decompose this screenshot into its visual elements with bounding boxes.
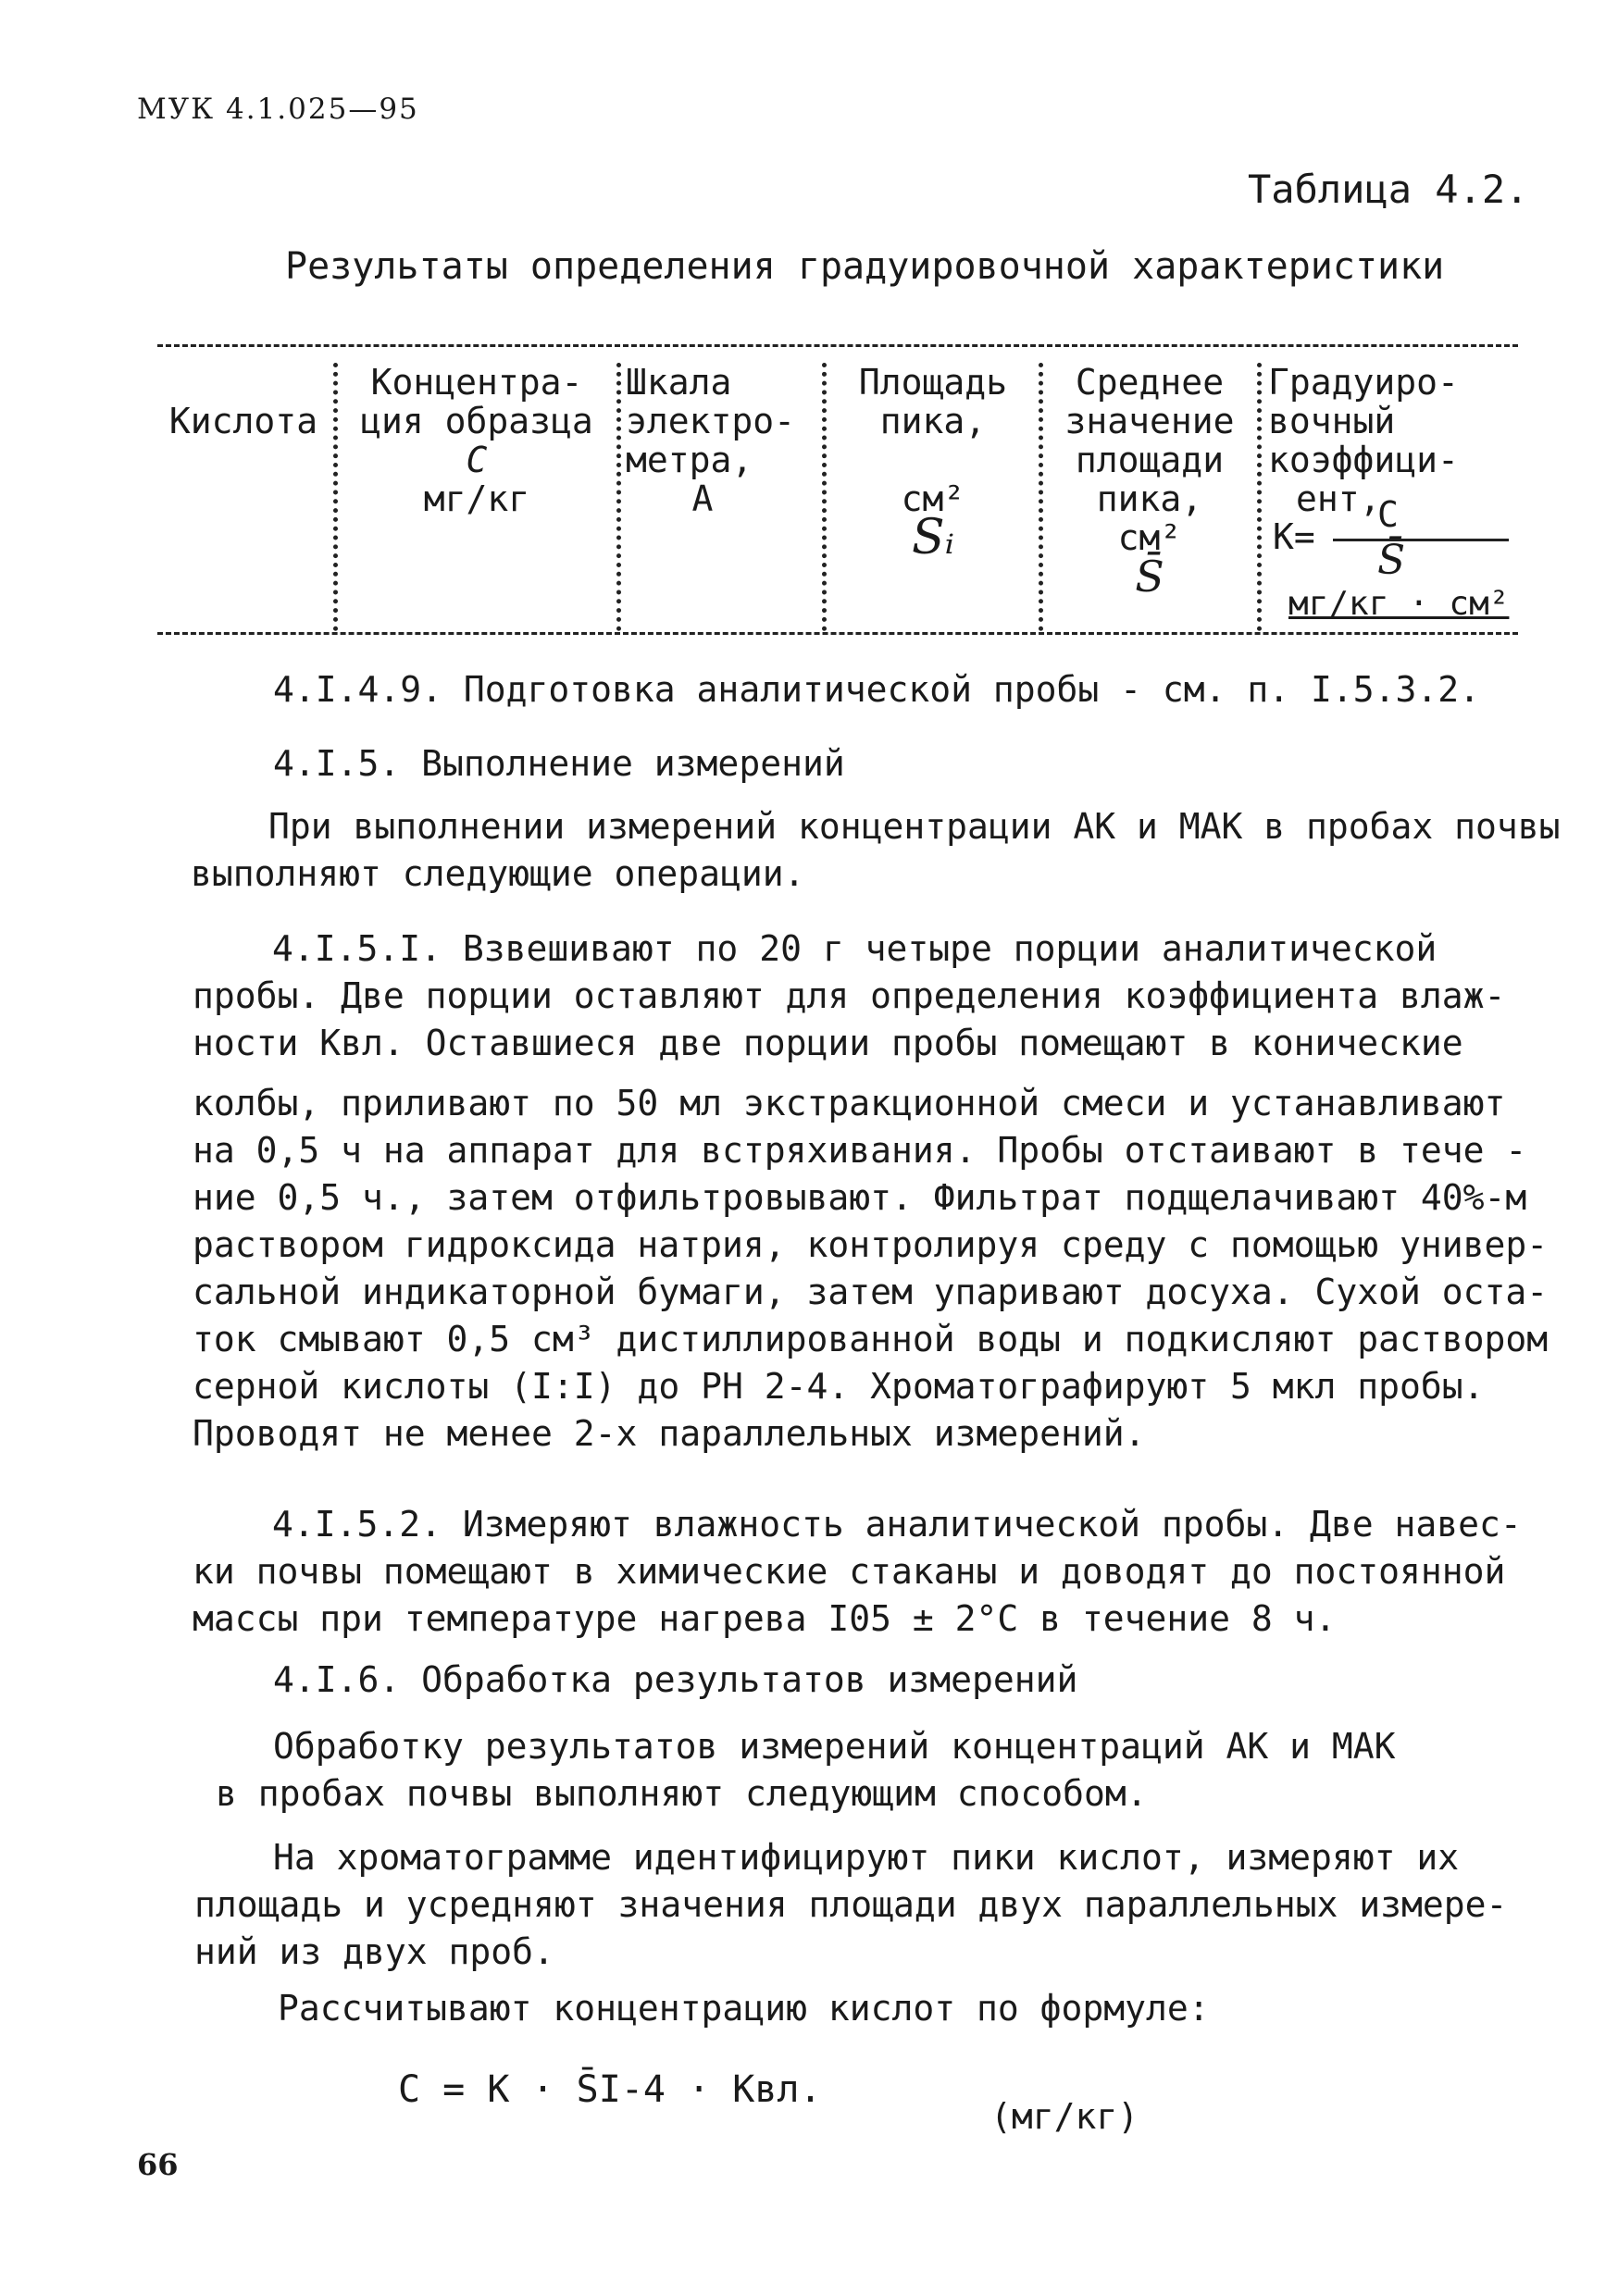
paragraph-intro: При выполнении измерений концентрации АК и МАК в пробах почвы выполняют следующие операции.	[191, 806, 1561, 894]
column-separator	[1039, 363, 1043, 631]
table-caption: Результаты определения градуировочной характеристики	[285, 245, 1445, 288]
paragraph-processing: Обработку результатов измерений концентраций АК и МАК в пробах почвы выполняют следующим способом.	[216, 1726, 1396, 1814]
peak-area-symbol: Sᵢ	[911, 510, 955, 565]
column-separator	[1257, 363, 1262, 631]
coefficient-unit: мг/кг · см²	[1288, 585, 1510, 623]
document-code: МУК 4.1.025—95	[137, 93, 419, 126]
header-electrometer: Шкала электро- метра, А	[626, 362, 796, 519]
header-calibration-coefficient: Градуиро- вочный коэффици- ент,	[1268, 362, 1459, 519]
mean-area-symbol: S̄	[1135, 552, 1164, 602]
column-separator	[333, 363, 338, 631]
paragraph-chromatogram: На хроматограмме идентифицируют пики кислот, измеряют их площадь и усредняют значения площади двух параллельных измере- ний из двух проб.	[194, 1837, 1508, 1972]
coefficient-numerator: С	[1377, 494, 1399, 535]
paragraph-4-1-4-9: 4.I.4.9. Подготовка аналитической пробы - см. п. I.5.3.2.	[273, 669, 1481, 710]
concentration-formula: С = К · S̄I-4 · Квл.	[398, 2068, 822, 2111]
paragraph-formula-intro: Рассчитывают концентрацию кислот по формуле:	[278, 1988, 1210, 2029]
coefficient-lhs: К=	[1273, 516, 1315, 557]
header-mean-area: Среднее значение площади пика, см² S̄	[1048, 363, 1251, 596]
header-acid: Кислота	[168, 401, 318, 441]
header-peak-area: Площадь пика, см² Sᵢ	[831, 363, 1035, 557]
page-number: 66	[137, 2147, 179, 2182]
column-separator	[822, 363, 827, 631]
table-number: Таблица 4.2.	[1248, 167, 1529, 212]
formula-unit: (мг/кг)	[990, 2096, 1139, 2137]
fraction-bar	[1333, 539, 1509, 541]
paragraph-4-1-5-2: 4.I.5.2. Измеряют влажность аналитической пробы. Две навес- ки почвы помещают в химические стаканы и доводят до постоянной массы при температуре нагрева I05 ± 2°С в течение 8 ч.	[193, 1504, 1522, 1639]
section-heading-4-1-5: 4.I.5. Выполнение измерений	[273, 743, 845, 784]
table-top-rule	[157, 344, 1518, 347]
coefficient-denominator: S̄	[1377, 537, 1406, 584]
section-heading-4-1-6: 4.I.6. Обработка результатов измерений	[273, 1659, 1078, 1700]
paragraph-4-1-5-1: 4.I.5.I. Взвешивают по 20 г четыре порции аналитической пробы. Две порции оставляют для определения коэффициента влаж- ности Квл. Оставшиеся две порции пробы помещают в конические колбы, приливают по 50 мл экстракционной смеси и устанавливают на 0,5 ч на аппарат для встряхивания. Пробы отстаивают в тече - ние 0,5 ч., затем отфильтровывают. Фильтрат подщелачивают 40%-м раствором гидроксида натрия, контролируя среду с помощью универ- сальной индикаторной бумаги, затем упаривают досуха. Сухой оста- ток смывают 0,5 см³ дистиллированной воды и подкисляют раствором серной кислоты (I:I) до РН 2-4. Хроматографируют 5 мкл пробы. Проводят не менее 2-х параллельных измерений.	[193, 928, 1549, 1454]
table-bottom-rule	[157, 632, 1518, 635]
column-separator	[616, 363, 621, 631]
header-concentration: Концентра- ция образца С мг/кг	[360, 362, 593, 519]
